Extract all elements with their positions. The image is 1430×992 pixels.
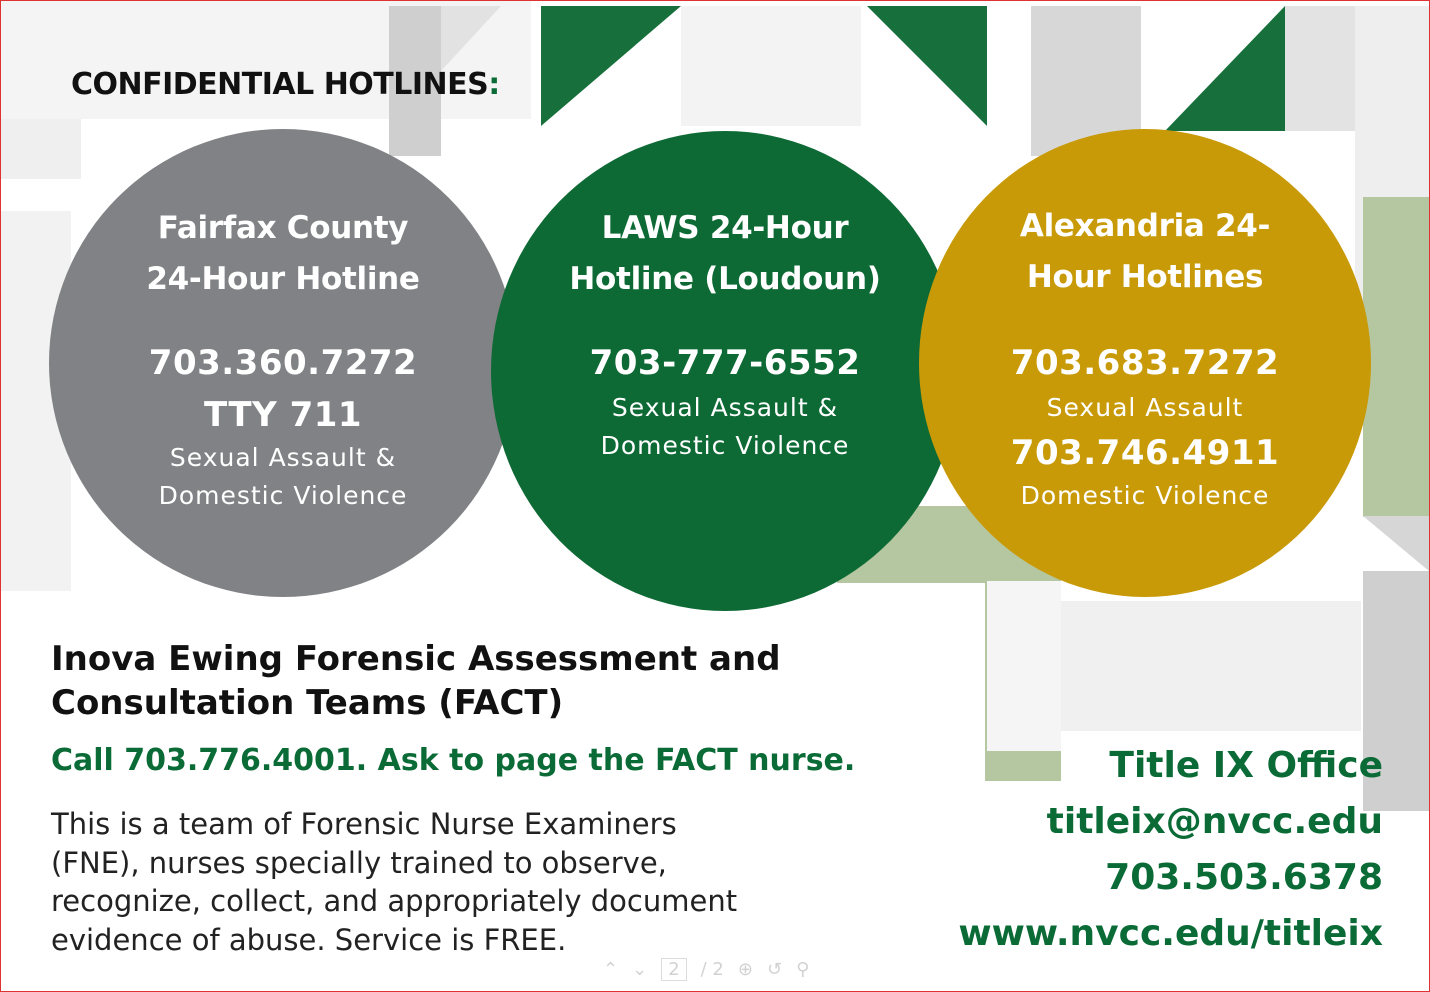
hotline-circle-alexandria <box>919 129 1371 597</box>
chevron-up-icon[interactable]: ⌃ <box>603 958 619 980</box>
zoom-in-icon[interactable]: ⊕ <box>737 958 753 980</box>
hotline-tty[interactable]: TTY 711 <box>203 395 363 435</box>
page-heading: CONFIDENTIAL HOTLINES: <box>71 67 500 102</box>
fact-call-instruction: Call 703.776.4001. Ask to page the FACT nurse. <box>51 743 856 778</box>
page-number-input[interactable]: 2 <box>661 958 686 981</box>
chevron-down-icon[interactable]: ⌄ <box>632 958 648 980</box>
hotline-phone-sexual-assault[interactable]: 703.683.7272 <box>1010 343 1280 383</box>
hotline-description: Sexual Assault <box>1046 393 1244 422</box>
fact-description: This is a team of Forensic Nurse Examiners (FNE), nurses specially trained to observe, recognize, collect, and appropriately document evidence of abuse. Service is FREE. <box>51 807 738 957</box>
hotline-description: Sexual Assault & Domestic Violence <box>158 443 408 510</box>
title-ix-phone[interactable]: 703.503.6378 <box>1105 857 1383 898</box>
search-icon[interactable]: ⚲ <box>796 958 810 980</box>
title-ix-email-link[interactable]: titleix@nvcc.edu <box>1046 801 1383 842</box>
hotline-phone[interactable]: 703-777-6552 <box>589 343 861 383</box>
hotline-title: LAWS 24-Hour Hotline (Loudoun) <box>569 210 881 297</box>
hotline-title: Fairfax County 24-Hour Hotline <box>146 210 420 297</box>
hotline-description: Domestic Violence <box>1020 481 1270 510</box>
hotline-title: Alexandria 24- Hour Hotlines <box>1019 208 1271 295</box>
rotate-icon[interactable]: ↺ <box>766 958 783 980</box>
hotline-circle-fairfax <box>49 129 517 597</box>
hotline-phone-domestic-violence[interactable]: 703.746.4911 <box>1010 433 1280 473</box>
hotline-phone[interactable]: 703.360.7272 <box>148 343 418 383</box>
fact-title: Inova Ewing Forensic Assessment and Consultation Teams (FACT) <box>51 639 781 723</box>
title-ix-website-link[interactable]: www.nvcc.edu/titleix <box>958 913 1383 954</box>
hotline-description: Sexual Assault & Domestic Violence <box>600 393 850 460</box>
page-total: / 2 <box>700 958 724 980</box>
hotline-circle-laws <box>491 131 959 611</box>
title-ix-office-label: Title IX Office <box>1109 745 1383 786</box>
pdf-page-toolbar <box>587 951 873 987</box>
